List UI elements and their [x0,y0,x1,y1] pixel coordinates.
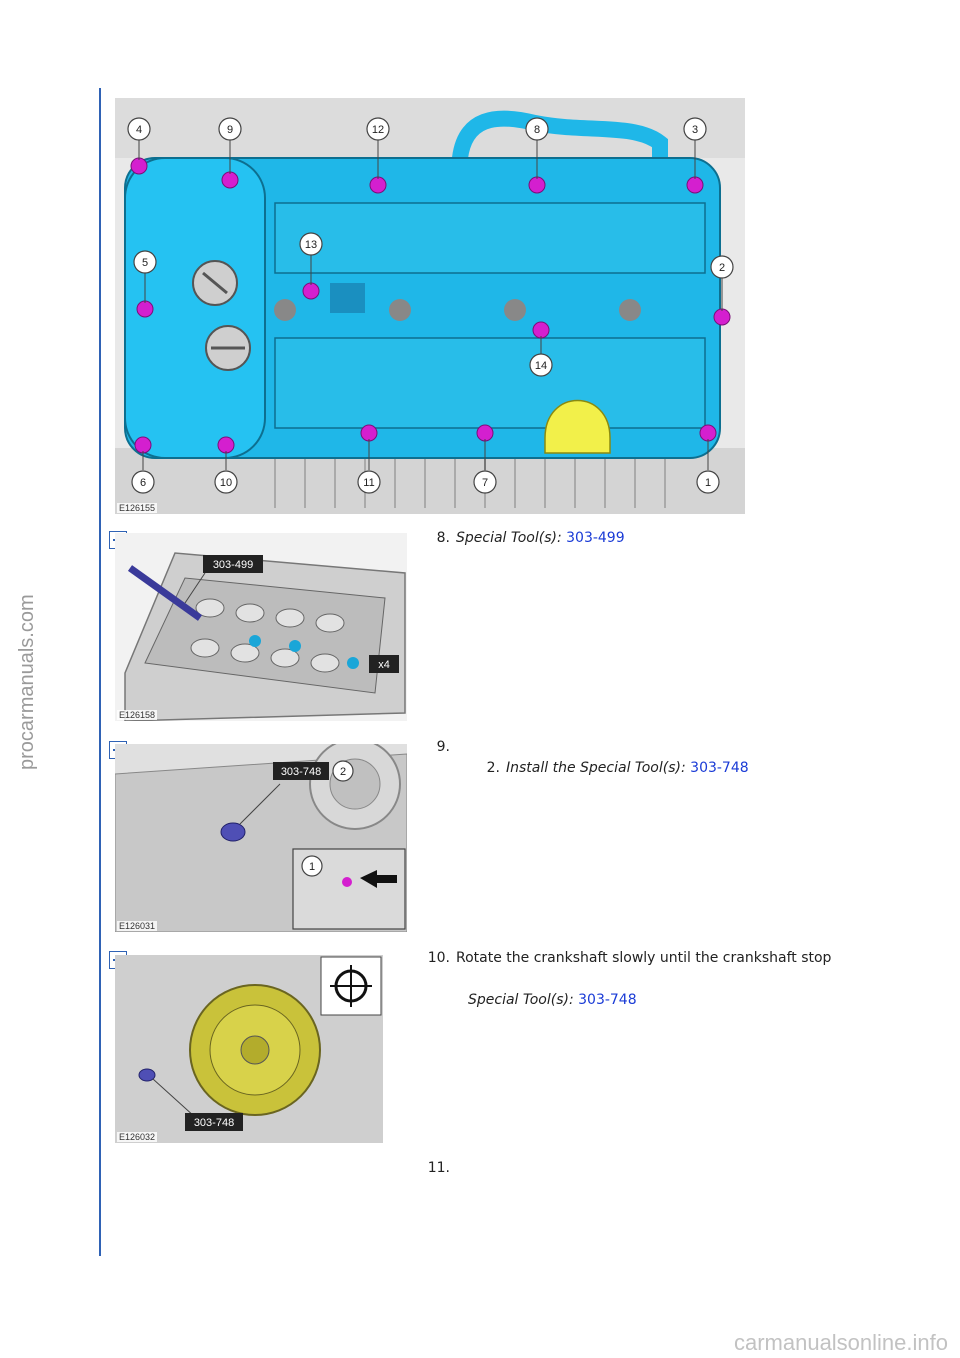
callout-5: 5 [141,257,149,269]
figure-id: E126032 [119,1132,156,1142]
tool-tag-303-748: 303-748 [193,1117,235,1129]
callout-9: 9 [226,124,234,136]
step-9-substep-2 [472,760,749,776]
callout-1: 1 [308,861,316,873]
tool-tag-303-499: 303-499 [212,559,254,571]
count-tag: x4 [378,659,390,671]
callout-2: 2 [339,766,347,778]
callout-6: 6 [139,477,147,489]
callout-7: 7 [481,477,489,489]
tool-tag-303-748: 303-748 [280,766,322,778]
figure-camshaft-tool [115,533,407,721]
step-10-tool [468,992,637,1008]
step-number: 9. [436,739,450,755]
step-11 [422,1160,456,1176]
callout-11: 11 [363,477,375,489]
tool-link-303-748[interactable]: 303-748 [690,760,749,776]
callout-10: 10 [219,477,233,489]
figure-cam-cover [115,98,745,514]
callout-1: 1 [704,477,712,489]
special-tool-label: Special Tool(s): [456,530,562,546]
step-8 [422,530,625,546]
special-tool-label: Special Tool(s): [468,992,574,1008]
substep-number: 2. [486,760,500,776]
step-number: 11. [427,1160,450,1176]
callout-2: 2 [718,262,726,274]
bottom-watermark: carmanualsonline.info [733,1330,948,1355]
tool-link-303-748[interactable]: 303-748 [578,992,637,1008]
figure-crank-pulley [115,955,383,1143]
side-watermark: procarmanuals.com [16,594,38,770]
figure-crank-tool [115,744,407,932]
figure-id: E126155 [119,503,156,513]
step-number: 8. [436,530,450,546]
step-10-text: Rotate the crankshaft slowly until the crankshaft stop [456,950,832,966]
callout-14: 14 [534,360,548,372]
left-rule [99,88,101,1256]
step-number: 10. [427,950,450,966]
cam-cover-illustration [115,98,745,514]
figure-id: E126031 [119,921,156,931]
callout-13: 13 [304,239,318,251]
crank-illustration [115,744,407,932]
step-9 [422,739,456,755]
step-10 [422,950,872,966]
callout-8: 8 [533,124,541,136]
camshaft-illustration [115,533,407,721]
figure-id: E126158 [119,710,156,720]
callout-3: 3 [691,124,699,136]
pulley-illustration [115,955,383,1143]
callout-12: 12 [371,124,385,136]
callout-4: 4 [135,124,143,136]
install-tool-label: Install the Special Tool(s): [506,760,686,776]
tool-link-303-499[interactable]: 303-499 [566,530,625,546]
